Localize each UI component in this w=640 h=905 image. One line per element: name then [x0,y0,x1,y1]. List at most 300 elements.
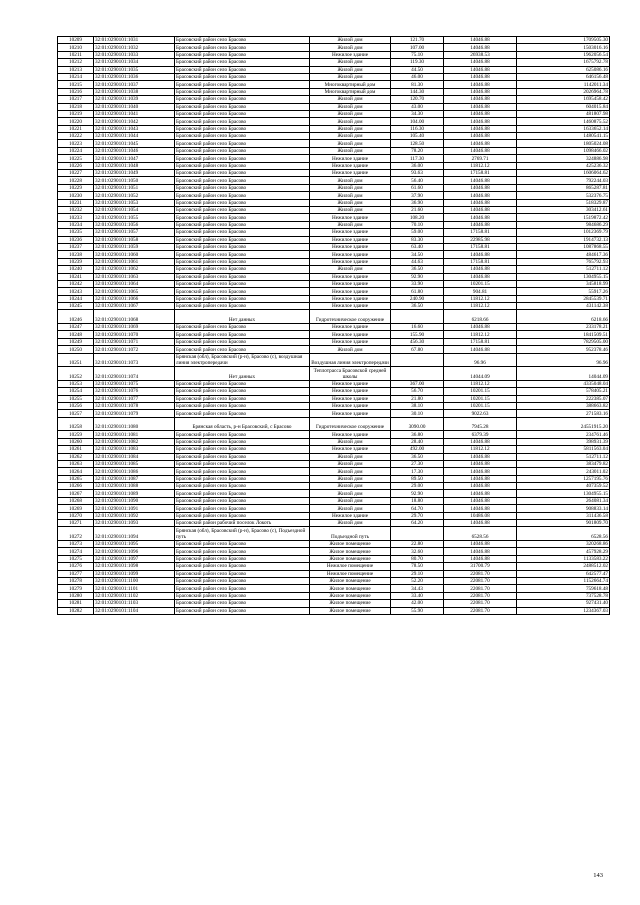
cadastral-number-cell: 32:01:0290101:1065 [94,288,175,295]
row-number-cell: 10257 [58,410,94,417]
area-cell: 367.00 [391,380,444,387]
object-type-cell: Нежилое здание [310,338,391,345]
specific-value-cell: 11812.12 [444,446,517,453]
cadastral-value-cell: 6528.56 [517,527,610,541]
object-type-cell: Жилой дом [310,346,391,353]
address-cell: Брасовский район село Брасово [175,147,310,154]
object-type-cell: Жилое помещение [310,607,391,614]
cadastral-number-cell: 32:01:0290101:1080 [94,417,175,431]
specific-value-cell: 6528.56 [444,527,517,541]
address-cell: Брасовский район село Брасово [175,431,310,438]
object-type-cell: Жилой дом [310,177,391,184]
specific-value-cell: 10201.15 [444,280,517,287]
table-row [58,118,610,125]
area-cell: 22.80 [391,541,444,548]
cadastral-number-cell: 32:01:0290101:1096 [94,548,175,555]
object-type-cell: Нежилое здание [310,431,391,438]
area-cell: 36.80 [391,431,444,438]
address-cell: Брасовский район село Брасово [175,88,310,95]
area-cell: 105.40 [391,133,444,140]
cadastral-value-cell: 383479.82 [517,460,610,467]
row-number-cell: 10213 [58,66,94,73]
table-row [58,380,610,387]
table-row [58,125,610,132]
area-cell: 36.50 [391,303,444,310]
row-number-cell: 10214 [58,73,94,80]
address-cell: Брасовский район село Брасово [175,243,310,250]
table-row [58,338,610,345]
address-cell: Брянская (обл), Брасовский (р-н), Брасово (с), воздушная линия электропередачи [175,353,310,367]
specific-value-cell: 14046.88 [444,125,517,132]
address-cell: Брянская область, р-н Брасовский, с Брасово [175,417,310,431]
cadastral-value-cell: 4335048.04 [517,380,610,387]
address-cell: Брасовский район село Брасово [175,388,310,395]
object-type-cell: Нежилое помещение [310,563,391,570]
cadastral-value-cell: 1841509.51 [517,331,610,338]
area-cell: 128.50 [391,140,444,147]
cadastral-value-cell: 1633652.14 [517,125,610,132]
specific-value-cell: 96.96 [444,353,517,367]
object-type-cell: Нежилое помещение [310,570,391,577]
cadastral-value-cell: 518329.87 [517,199,610,206]
area-cell: 28.40 [391,438,444,445]
object-type-cell: Жилой дом [310,96,391,103]
table-row [58,162,610,169]
row-number-cell: 10281 [58,600,94,607]
cadastral-value-cell: 865287.81 [517,184,610,191]
object-type-cell: Нежилое здание [310,51,391,58]
row-number-cell: 10279 [58,585,94,592]
row-number-cell: 10226 [58,162,94,169]
table-row [58,37,610,44]
cadastral-value-table [57,36,610,615]
cadastral-number-cell: 32:01:0290101:1068 [94,310,175,324]
cadastral-number-cell: 32:01:0290101:1070 [94,331,175,338]
table-row [58,184,610,191]
row-number-cell: 10217 [58,96,94,103]
object-type-cell: Жилой дом [310,221,391,228]
area-cell [391,310,444,324]
row-number-cell: 10282 [58,607,94,614]
area-cell: 78.20 [391,147,444,154]
table-row [58,147,610,154]
specific-value-cell: 14046.88 [444,177,517,184]
area-cell: 63.40 [391,243,444,250]
area-cell: 21.60 [391,206,444,213]
specific-value-cell: 11812.12 [444,380,517,387]
cadastral-number-cell: 32:01:0290101:1033 [94,51,175,58]
address-cell: Брасовский район село Брасово [175,266,310,273]
table-row [58,103,610,110]
object-type-cell: Многоквартирный дом [310,88,391,95]
cadastral-value-cell: 24551915.20 [517,417,610,431]
area-cell: 36.50 [391,266,444,273]
row-number-cell: 10252 [58,367,94,381]
row-number-cell: 10224 [58,147,94,154]
area-cell: 42.00 [391,600,444,607]
address-cell: Брасовский район село Брасово [175,468,310,475]
cadastral-value-cell: 759618.48 [517,585,610,592]
cadastral-value-cell: 243011.02 [517,468,610,475]
area-cell: 33.90 [391,280,444,287]
address-cell: Брасовский район село Брасово [175,221,310,228]
area-cell: 30.10 [391,410,444,417]
object-type-cell: Многоквартирный дом [310,81,391,88]
address-cell: Брасовский район село Брасово [175,162,310,169]
area-cell: 144.30 [391,88,444,95]
cadastral-value-cell: 1675792.78 [517,59,610,66]
table-body [58,37,610,615]
specific-value-cell: 14046.88 [444,324,517,331]
area-cell [391,367,444,381]
row-number-cell: 10271 [58,520,94,527]
table-row [58,236,610,243]
table-row [58,229,610,236]
cadastral-number-cell: 32:01:0290101:1062 [94,266,175,273]
object-type-cell: Жилой дом [310,44,391,51]
specific-value-cell: 6379.39 [444,431,517,438]
cadastral-number-cell: 32:01:0290101:1099 [94,570,175,577]
cadastral-number-cell: 32:01:0290101:1077 [94,395,175,402]
row-number-cell: 10263 [58,460,94,467]
area-cell: 80.70 [391,555,444,562]
row-number-cell: 10237 [58,243,94,250]
cadastral-value-cell: 222385.07 [517,395,610,402]
object-type-cell: Жилой дом [310,497,391,504]
cadastral-number-cell: 32:01:0290101:1048 [94,162,175,169]
address-cell: Брасовский район село Брасово [175,475,310,482]
cadastral-number-cell: 32:01:0290101:1057 [94,229,175,236]
table-row [58,460,610,467]
address-cell: Брасовский район село Брасово [175,199,310,206]
specific-value-cell: 14046.88 [444,221,517,228]
address-cell: Брасовский район село Брасово [175,81,310,88]
specific-value-cell: 14046.88 [444,214,517,221]
area-cell: 89.50 [391,475,444,482]
address-cell: Брасовский район село Брасово [175,563,310,570]
table-row [58,251,610,258]
table-row [58,177,610,184]
cadastral-value-cell: 1304955.15 [517,490,610,497]
area-cell: 456.30 [391,338,444,345]
address-cell: Брасовский район село Брасово [175,607,310,614]
specific-value-cell: 14046.88 [444,266,517,273]
row-number-cell: 10267 [58,490,94,497]
cadastral-number-cell: 32:01:0290101:1086 [94,468,175,475]
table-row [58,288,610,295]
table-row [58,59,610,66]
table-row [58,367,610,381]
object-type-cell: Жилой дом [310,206,391,213]
cadastral-value-cell: 1460875.52 [517,118,610,125]
address-cell: Брасовский район село Брасово [175,251,310,258]
specific-value-cell: 11812.12 [444,295,517,302]
specific-value-cell: 14046.88 [444,251,517,258]
address-cell: Брасовский район село Брасово [175,460,310,467]
row-number-cell: 10212 [58,59,94,66]
address-cell: Брасовский район село Брасово [175,37,310,44]
cadastral-number-cell: 32:01:0290101:1041 [94,110,175,117]
cadastral-number-cell: 32:01:0290101:1067 [94,303,175,310]
table-row [58,431,610,438]
cadastral-value-cell: 792244.03 [517,177,610,184]
cadastral-number-cell: 32:01:0290101:1042 [94,118,175,125]
cadastral-value-cell: 625086.16 [517,66,610,73]
table-row [58,303,610,310]
cadastral-value-cell: 578405.21 [517,388,610,395]
specific-value-cell: 22081.70 [444,592,517,599]
cadastral-number-cell: 32:01:0290101:1075 [94,380,175,387]
cadastral-number-cell: 32:01:0290101:1036 [94,73,175,80]
row-number-cell: 10240 [58,266,94,273]
row-number-cell: 10274 [58,548,94,555]
cadastral-number-cell: 32:01:0290101:1034 [94,59,175,66]
cadastral-value-cell: 481807.98 [517,110,610,117]
row-number-cell: 10278 [58,577,94,584]
cadastral-value-cell: 1962056.54 [517,51,610,58]
object-type-cell: Нежилое здание [310,380,391,387]
area-cell: 34.30 [391,110,444,117]
area-cell: 67.80 [391,346,444,353]
cadastral-value-cell: 264081.34 [517,497,610,504]
area-cell: 121.70 [391,37,444,44]
specific-value-cell: 14046.88 [444,453,517,460]
table-row [58,395,610,402]
address-cell: Брасовский район село Брасово [175,453,310,460]
cadastral-value-cell: 1695458.42 [517,96,610,103]
specific-value-cell: 10486.08 [444,512,517,519]
address-cell: Брасовский район село Брасово [175,438,310,445]
table-row [58,527,610,541]
table-row [58,170,610,177]
cadastral-number-cell: 32:01:0290101:1040 [94,103,175,110]
table-row [58,324,610,331]
area-cell: 3090.00 [391,417,444,431]
object-type-cell: Нежилое здание [310,295,391,302]
cadastral-number-cell: 32:01:0290101:1047 [94,155,175,162]
object-type-cell: Гидротехническое сооружение [310,417,391,431]
specific-value-cell: 17158.81 [444,170,517,177]
row-number-cell: 10258 [58,417,94,431]
cadastral-value-cell: 1519872.42 [517,214,610,221]
specific-value-cell: 14046.88 [444,505,517,512]
area-cell: 92.90 [391,273,444,280]
table-row [58,585,610,592]
address-cell: Брасовский район село Брасово [175,59,310,66]
object-type-cell: Нежилое здание [310,251,391,258]
table-row [58,133,610,140]
specific-value-cell: 14046.88 [444,73,517,80]
address-cell: Брасовский район село Брасово [175,505,310,512]
area-cell: 61.60 [391,184,444,191]
cadastral-value-cell: 14044.09 [517,367,610,381]
object-type-cell: Жилой дом [310,125,391,132]
table-row [58,110,610,117]
cadastral-number-cell: 32:01:0290101:1092 [94,512,175,519]
specific-value-cell: 904.81 [444,288,517,295]
cadastral-value-cell: 737528.78 [517,592,610,599]
cadastral-number-cell: 32:01:0290101:1078 [94,402,175,409]
area-cell: 83.30 [391,236,444,243]
cadastral-value-cell: 55917.26 [517,288,610,295]
row-number-cell: 10251 [58,353,94,367]
address-cell: Брасовский район село Брасово [175,110,310,117]
row-number-cell: 10256 [58,402,94,409]
specific-value-cell: 14046.88 [444,460,517,467]
object-type-cell: Жилой дом [310,184,391,191]
cadastral-value-cell: 234761.46 [517,431,610,438]
specific-value-cell: 14046.88 [444,81,517,88]
cadastral-number-cell: 32:01:0290101:1061 [94,258,175,265]
address-cell: Брасовский район село Брасово [175,236,310,243]
cadastral-number-cell: 32:01:0290101:1094 [94,527,175,541]
cadastral-number-cell: 32:01:0290101:1073 [94,353,175,367]
row-number-cell: 10209 [58,37,94,44]
cadastral-number-cell: 32:01:0290101:1049 [94,170,175,177]
cadastral-number-cell: 32:01:0290101:1089 [94,490,175,497]
cadastral-number-cell: 32:01:0290101:1101 [94,585,175,592]
object-type-cell: Жилой дом [310,37,391,44]
address-cell: Нет данных [175,310,310,324]
table-row [58,96,610,103]
object-type-cell: Жилой дом [310,103,391,110]
object-type-cell: Жилой дом [310,199,391,206]
area-cell: 18.80 [391,497,444,504]
area-cell: 46.00 [391,73,444,80]
row-number-cell: 10246 [58,310,94,324]
object-type-cell: Нежилое здание [310,280,391,287]
cadastral-value-cell: 512711.12 [517,266,610,273]
object-type-cell: Жилой дом [310,438,391,445]
area-cell: 29.00 [391,483,444,490]
address-cell: Брасовский район село Брасово [175,402,310,409]
area-cell: 38.10 [391,402,444,409]
specific-value-cell: 14046.88 [444,475,517,482]
area-cell: 55.90 [391,607,444,614]
address-cell: Брасовский район село Брасово [175,177,310,184]
area-cell: 16.60 [391,324,444,331]
cadastral-number-cell: 32:01:0290101:1031 [94,37,175,44]
row-number-cell: 10244 [58,295,94,302]
table-row [58,555,610,562]
cadastral-number-cell: 32:01:0290101:1088 [94,483,175,490]
address-cell: Брасовский район село Брасово [175,170,310,177]
cadastral-number-cell: 32:01:0290101:1093 [94,520,175,527]
table-row [58,592,610,599]
specific-value-cell: 22081.70 [444,570,517,577]
specific-value-cell: 22081.70 [444,600,517,607]
table-row [58,512,610,519]
specific-value-cell: 14046.88 [444,555,517,562]
area-cell: 36.00 [391,162,444,169]
cadastral-value-cell: 512711.12 [517,453,610,460]
object-type-cell: Жилой дом [310,453,391,460]
specific-value-cell: 14046.88 [444,96,517,103]
table-row [58,273,610,280]
cadastral-number-cell: 32:01:0290101:1072 [94,346,175,353]
address-cell: Брасовский район село Брасово [175,577,310,584]
cadastral-value-cell: 96.96 [517,353,610,367]
object-type-cell: Жилой дом [310,490,391,497]
row-number-cell: 10210 [58,44,94,51]
table-row [58,353,610,367]
object-type-cell: Нежилое здание [310,388,391,395]
object-type-cell: Нежилое здание [310,512,391,519]
area-cell: 61.80 [391,288,444,295]
specific-value-cell: 10201.15 [444,402,517,409]
specific-value-cell: 17158.81 [444,229,517,236]
row-number-cell: 10269 [58,505,94,512]
table-row [58,140,610,147]
cadastral-value-cell: 1480541.15 [517,133,610,140]
cadastral-value-cell: 1142011.34 [517,81,610,88]
cadastral-value-cell: 1914732.13 [517,236,610,243]
area-cell: 108.20 [391,214,444,221]
cadastral-value-cell: 7829505.00 [517,338,610,345]
cadastral-value-cell: 927431.40 [517,600,610,607]
cadastral-number-cell: 32:01:0290101:1045 [94,140,175,147]
specific-value-cell: 14046.88 [444,438,517,445]
object-type-cell: Жилой дом [310,110,391,117]
table-row [58,73,610,80]
area-cell: 44.50 [391,66,444,73]
area-cell: 119.30 [391,59,444,66]
area-cell [391,527,444,541]
area-cell: 120.70 [391,96,444,103]
specific-value-cell: 14046.88 [444,346,517,353]
row-number-cell: 10259 [58,431,94,438]
address-cell: Брасовский район село Брасово [175,395,310,402]
row-number-cell: 10247 [58,324,94,331]
object-type-cell: Нежилое здание [310,243,391,250]
object-type-cell: Жилой дом [310,266,391,273]
specific-value-cell: 14046.88 [444,66,517,73]
row-number-cell: 10261 [58,446,94,453]
area-cell: 64.70 [391,505,444,512]
row-number-cell: 10219 [58,110,94,117]
table-row [58,221,610,228]
table-row [58,490,610,497]
cadastral-number-cell: 32:01:0290101:1074 [94,367,175,381]
table-row [58,66,610,73]
address-cell: Брасовский район село Брасово [175,446,310,453]
specific-value-cell: 2769.71 [444,155,517,162]
address-cell: Брасовский район село Брасово [175,331,310,338]
specific-value-cell: 14046.88 [444,184,517,191]
object-type-cell: Жилой дом [310,483,391,490]
address-cell: Брасовский район село Брасово [175,288,310,295]
specific-value-cell: 14046.88 [444,273,517,280]
table-row [58,346,610,353]
object-type-cell: Нежилое здание [310,410,391,417]
object-type-cell: Нежилое здание [310,324,391,331]
area-cell: 52.20 [391,577,444,584]
row-number-cell: 10262 [58,453,94,460]
specific-value-cell: 14046.88 [444,468,517,475]
area-cell: 70.10 [391,221,444,228]
area-cell: 32.60 [391,548,444,555]
cadastral-number-cell: 32:01:0290101:1103 [94,600,175,607]
area-cell: 34.43 [391,585,444,592]
object-type-cell: Жилой дом [310,468,391,475]
address-cell: Брасовский район село Брасово [175,497,310,504]
row-number-cell: 10218 [58,103,94,110]
object-type-cell: Нежилое здание [310,155,391,162]
cadastral-number-cell: 32:01:0290101:1054 [94,206,175,213]
specific-value-cell: 17158.81 [444,338,517,345]
object-type-cell: Жилой дом [310,460,391,467]
table-row [58,577,610,584]
